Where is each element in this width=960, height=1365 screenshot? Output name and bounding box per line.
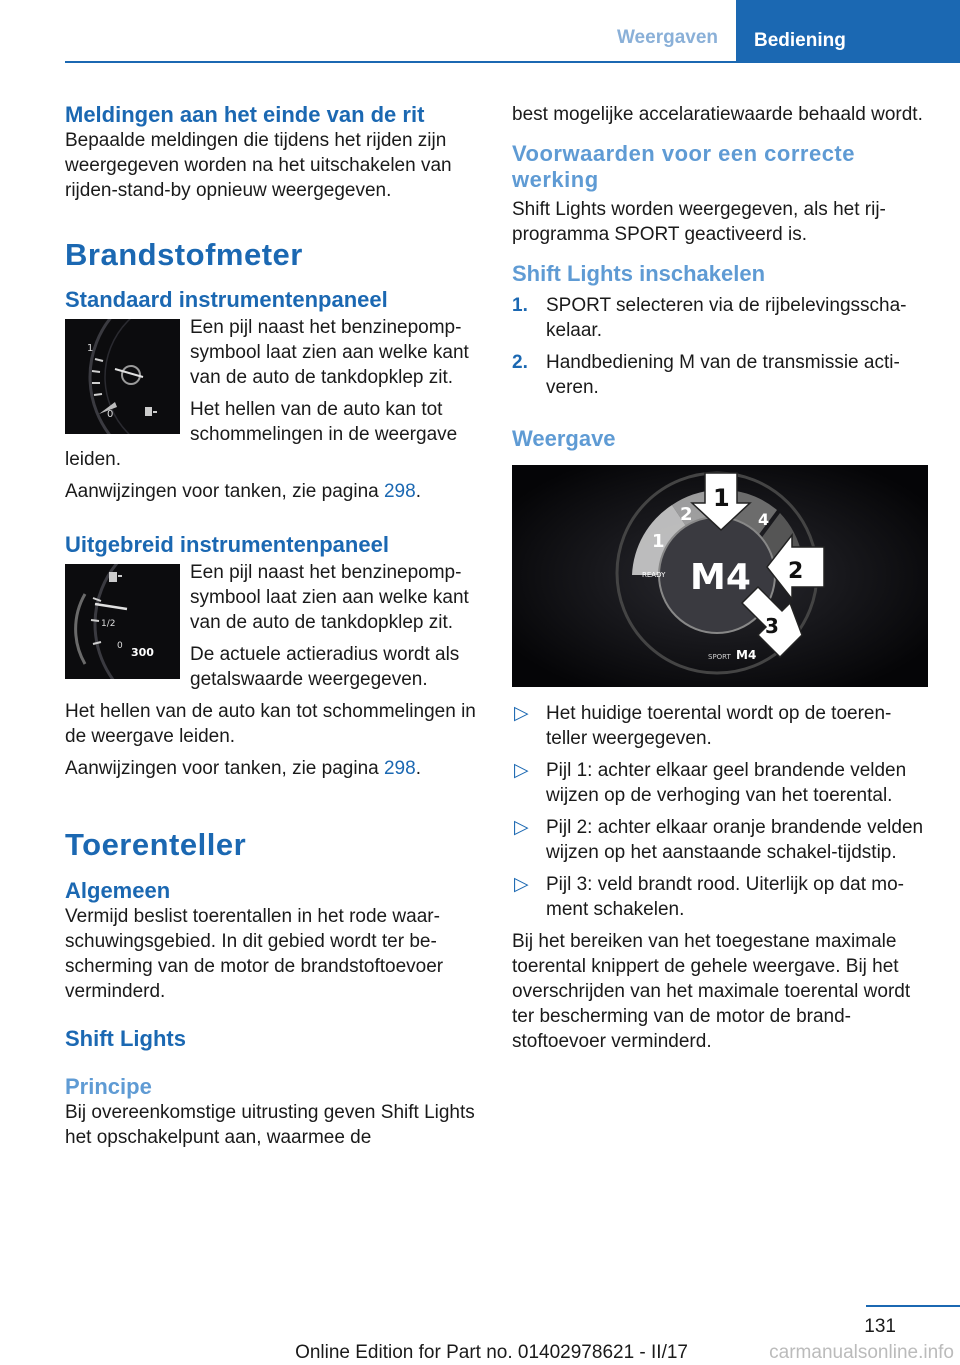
heading-shift-lights: Shift Lights [65,1026,186,1051]
ext-range-value: 300 [131,646,154,659]
para-final: Bij het bereiken van het toegestane maximale toerental knippert de gehele weergave. Bij het overschrijden van het maximale toerental wordt ter bescherming van de motor de brand-stoftoevoer verminderd. [512,931,911,1052]
sport-m4-label: M4 [736,648,757,662]
steps-list [512,293,930,400]
std-tick-1: 1 [87,343,94,354]
step-item: 2. Handbediening M van de transmissie acti-veren. [512,352,900,398]
para-tank-1: Aanwijzingen voor tanken, zie pagina 298. [65,481,421,502]
arrow-3-label: 3 [765,614,779,638]
heading-inschakelen: Shift Lights inschakelen [512,261,766,286]
edition-line: Online Edition for Part no. 01402978621 - II/17 [295,1342,688,1363]
arrow-2-label: 2 [788,559,804,584]
heading-voorwaarden: Voorwaarden voor een correcte werking [512,141,855,192]
para-std-1: Een pijl naast het benzinepomp-symbool laat zien aan welke kant van de auto de tankdopklep zit. [190,317,469,388]
heading-uitgebreid: Uitgebreid instrumentenpaneel [65,532,389,557]
watermark: carmanualsonline.info [769,1342,954,1363]
heading-principe: Principe [65,1074,152,1099]
header-rule [65,61,960,63]
heading-meldingen: Meldingen aan het einde van de rit [65,102,425,127]
std-tick-0: 0 [107,409,114,420]
bullet-item: ▷ Pijl 2: achter elkaar oranje brandende velden wijzen op het aanstaande schakel-tijdstip. [514,817,924,863]
heading-standaard: Standaard instrumentenpaneel [65,287,388,312]
shift-lights-image [512,465,928,687]
footer-rule [866,1305,960,1307]
fuel-pump-icon [145,407,152,416]
header-chapter: Bediening [736,0,960,61]
para-std-2: Het hellen van de auto kan tot schommelingen in de weergave leiden. [65,399,458,470]
step-item: 1. SPORT selecteren via de rijbelevingsscha-kelaar. [512,295,907,341]
fuel-gauge-standard-image [65,319,180,434]
shift-lights-figure [512,465,928,687]
gear-indicator: M4 [690,557,751,598]
bullet-item: ▷ Pijl 1: achter elkaar geel brandende velden wijzen op de verhoging van het toerental. [514,760,907,806]
ext-tick-0: 0 [117,641,123,651]
fuel-pump-icon-2 [109,572,117,582]
standaard-block [65,315,483,504]
sport-label: SPORT [708,653,731,661]
fuel-gauge-extended-image [65,564,180,679]
gear-2: 2 [680,504,693,525]
fuel-gauge-extended-figure [65,564,180,679]
uitgebreid-block [65,560,483,781]
left-column [65,102,483,1150]
para-principe: Bij overeenkomstige uitrusting geven Shift Lights het opschakelpunt aan, waarmee de [65,1102,475,1148]
para-uit-3: Het hellen van de auto kan tot schommelingen in de weergave leiden. [65,701,476,747]
header-section: Weergaven [616,27,718,48]
link-page-298-b[interactable]: 298 [383,758,416,779]
arrow-1-label: 1 [713,484,730,512]
para-uit-2: De actuele actieradius wordt als getalswaarde weergegeven. [190,644,460,690]
bullet-item: ▷ Pijl 3: veld brandt rood. Uiterlijk op dat mo-ment schakelen. [514,874,904,920]
bullet-item: ▷ Het huidige toerental wordt op de toeren-teller weergegeven. [514,703,892,749]
para-tank-2: Aanwijzingen voor tanken, zie pagina 298. [65,758,421,779]
right-column [512,102,930,1054]
gear-1: 1 [652,531,665,552]
bullet-list [512,701,930,922]
heading-algemeen: Algemeen [65,878,171,903]
gear-4: 4 [758,510,770,529]
link-page-298[interactable]: 298 [383,481,416,502]
heading-brandstofmeter: Brandstofmeter [65,237,303,272]
page-header [0,0,960,62]
heading-weergave: Weergave [512,426,616,451]
ready-label: READY [642,571,666,579]
para-uit-1: Een pijl naast het benzinepomp-symbool laat zien aan welke kant van de auto de tankdopklep zit. [190,562,469,633]
page-number: 131 [864,1316,896,1337]
heading-toerenteller: Toerenteller [65,827,247,862]
para-voorwaarden: Shift Lights worden weergegeven, als het rij-programma SPORT geactiveerd is. [512,199,886,245]
para-algemeen: Vermijd beslist toerentallen in het rode waar-schuwingsgebied. In dit gebied wordt ter be-scherming van de motor de brandstoftoevoer verminderd. [65,906,444,1002]
para-meldingen: Bepaalde meldingen die tijdens het rijden zijn weergegeven worden na het uitschakelen van rijden-stand-by opnieuw weergegeven. [65,130,452,201]
ext-tick-half: 1/2 [101,619,116,629]
fuel-gauge-standard-figure [65,319,180,434]
para-continuation: best mogelijke accelaratiewaarde behaald wordt. [512,104,923,125]
